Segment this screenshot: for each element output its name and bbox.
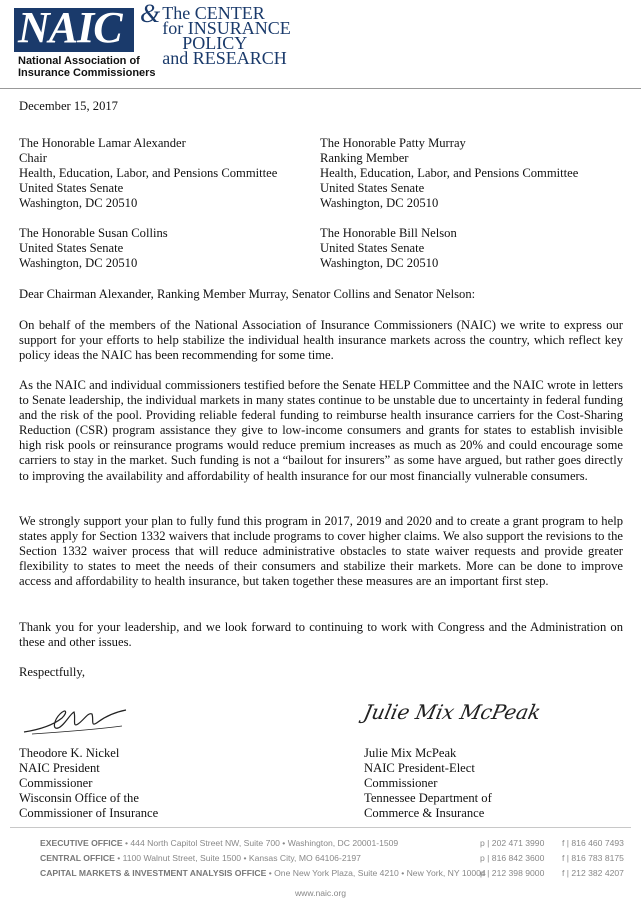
cipr-line-3: POLICY: [182, 33, 248, 53]
cipr-line-4: and RESEARCH: [162, 48, 287, 68]
recipient-line: Ranking Member: [320, 151, 409, 165]
letterhead-divider: [0, 88, 641, 89]
recipient-alexander: [19, 136, 277, 211]
footer-fax: f | 816 783 8175: [562, 853, 624, 863]
recipient-line: United States Senate: [19, 241, 124, 255]
footer-fax: f | 816 460 7493: [562, 838, 624, 848]
signature-nickel-image: [22, 702, 132, 738]
footer-office-address: • One New York Plaza, Suite 4210 • New York, NY 10004: [268, 868, 486, 878]
footer-fax: f | 212 382 4207: [562, 868, 624, 878]
footer-office-label: CENTRAL OFFICE: [40, 853, 115, 863]
footer-central-office: [40, 853, 361, 863]
recipient-line: Health, Education, Labor, and Pensions Committee: [19, 166, 278, 180]
footer-divider: [10, 827, 631, 828]
recipient-line: Chair: [19, 151, 47, 165]
body-paragraph-1: On behalf of the members of the National Association of Insurance Commissioners (NAIC) we write to express our support for your efforts to help stabilize the individual health insurance markets across the country, which reflect key policy ideas the NAIC has been recommending for some time.: [19, 318, 623, 363]
signatory-line: Tennessee Department of: [364, 791, 492, 805]
footer-phone: p | 212 398 9000: [480, 868, 545, 878]
salutation: Dear Chairman Alexander, Ranking Member Murray, Senator Collins and Senator Nelson:: [19, 287, 476, 301]
recipient-line: United States Senate: [19, 181, 124, 195]
footer-office-address: • 1100 Walnut Street, Suite 1500 • Kansas City, MO 64106-2197: [117, 853, 361, 863]
recipient-line: The Honorable Susan Collins: [19, 226, 168, 240]
recipient-nelson: [320, 226, 457, 271]
recipient-line: United States Senate: [320, 181, 425, 195]
cipr-line-2: for INSURANCE: [162, 18, 291, 38]
signatory-line: Wisconsin Office of the: [19, 791, 139, 805]
signatory-line: Theodore K. Nickel: [19, 746, 120, 760]
cipr-line-1: The CENTER: [162, 3, 265, 23]
signatory-line: NAIC President: [19, 761, 100, 775]
footer-website-link[interactable]: www.naic.org: [294, 888, 347, 898]
footer-office-label: CAPITAL MARKETS & INVESTMENT ANALYSIS OFFICE: [40, 868, 267, 878]
naic-name-line-2: Insurance Commissioners: [18, 67, 156, 79]
recipient-collins: [19, 226, 168, 271]
signatory-line: NAIC President-Elect: [364, 761, 475, 775]
footer-executive-office: [40, 838, 398, 848]
signatory-line: Commissioner: [364, 776, 438, 790]
recipient-line: Health, Education, Labor, and Pensions Committee: [320, 166, 579, 180]
footer-office-address: • 444 North Capitol Street NW, Suite 700 • Washington, DC 20001-1509: [125, 838, 399, 848]
recipient-line: The Honorable Lamar Alexander: [19, 136, 186, 150]
letter-date: December 15, 2017: [19, 99, 118, 113]
signatory-line: Julie Mix McPeak: [364, 746, 457, 760]
cipr-ampersand: &: [140, 0, 161, 28]
footer-office-label: EXECUTIVE OFFICE: [40, 838, 123, 848]
body-paragraph-2: As the NAIC and individual commissioners testified before the Senate HELP Committee and the NAIC wrote in letters to Senate leadership, the individual markets in many states continue to be unstable due to uncertainty in federal funding and the risk of the pool. Providing reliable federal funding to reimburse health insurance carriers for the Cost-Sharing Reduction (CSR) program assistance they give to low-income consumers and grants for states to establish invisible high risk pools or reinsurance programs would reduce premium increases as much as 20% and could encourage some carriers to stay in the market. Such funding is not a “bailout for insurers” as some have argued, but rather goes directly to improving the availability and affordability of health insurance for our most financially vulnerable consumers.: [19, 378, 623, 483]
naic-logo: NAIC: [18, 3, 122, 52]
naic-name-line-1: National Association of: [18, 55, 140, 67]
recipient-line: Washington, DC 20510: [19, 196, 138, 210]
recipient-murray: [320, 136, 578, 211]
recipient-line: The Honorable Patty Murray: [320, 136, 466, 150]
signatory-line: Commissioner of Insurance: [19, 806, 159, 820]
signatory-line: Commissioner: [19, 776, 93, 790]
cipr-logo: [140, 0, 291, 68]
recipient-line: The Honorable Bill Nelson: [320, 226, 457, 240]
closing: Respectfully,: [19, 665, 85, 679]
footer-phone: p | 202 471 3990: [480, 838, 545, 848]
recipient-line: Washington, DC 20510: [320, 256, 439, 270]
body-paragraph-4: Thank you for your leadership, and we look forward to continuing to work with Congress and the Administration on these and other issues.: [19, 620, 623, 650]
signature-mcpeak-image: Julie Mix McPeak: [361, 700, 544, 724]
recipient-line: Washington, DC 20510: [320, 196, 439, 210]
body-paragraph-3: We strongly support your plan to fully fund this program in 2017, 2019 and 2020 and to create a grant program to help states apply for Section 1332 waivers that include programs to cover higher claims. We also support the revisions to the Section 1332 waiver process that will reduce administrative obstacles to state waiver requests and provide greater flexibility to states to meet the needs of their consumers and stabilize their markets. More can be done to improve access and affordability to health insurance, but taken together these measures are an important first step.: [19, 514, 623, 589]
signatory-mcpeak: [364, 746, 492, 821]
recipient-line: Washington, DC 20510: [19, 256, 138, 270]
recipient-line: United States Senate: [320, 241, 425, 255]
footer-phone: p | 816 842 3600: [480, 853, 545, 863]
signatory-nickel: [19, 746, 158, 821]
signatory-line: Commerce & Insurance: [364, 806, 485, 820]
footer-capital-markets-office: [40, 868, 486, 878]
naic-full-name: [18, 55, 156, 79]
